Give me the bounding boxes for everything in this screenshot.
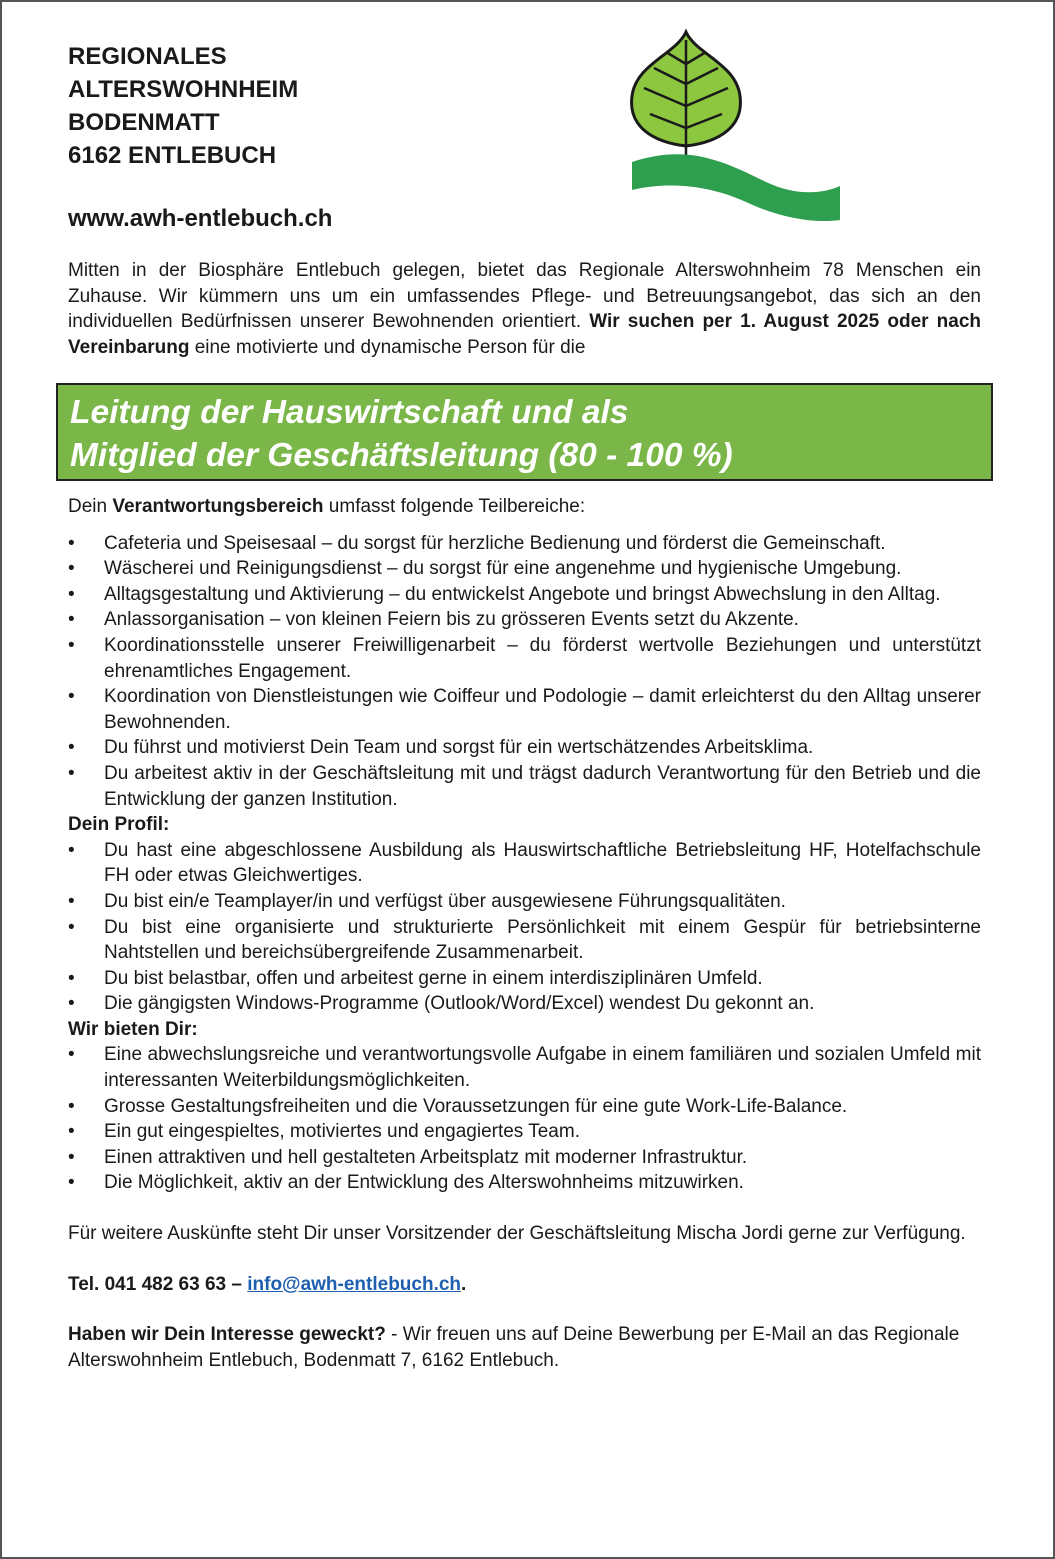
list-item: • Die Möglichkeit, aktiv an der Entwicklung des Alterswohnheims mitzuwirken. [68, 1170, 981, 1196]
closing-bold: Haben wir Dein Interesse geweckt? [68, 1324, 386, 1346]
list-item: • Du arbeitest aktiv in der Geschäftsleitung mit und trägst dadurch Verantwortung für den Betrieb und die Entwicklung der ganzen Institution. [68, 761, 981, 812]
responsibility-list [68, 531, 981, 813]
leaf-logo-icon [626, 24, 842, 224]
list-item: • Grosse Gestaltungsfreiheiten und die Voraussetzungen für eine gute Work-Life-Balance. [68, 1094, 981, 1120]
intro-text-end: eine motivierte und dynamische Person für die [189, 336, 586, 358]
intro-date-text: Wir suchen per 1. August 2025 oder nach Vereinbarung [68, 311, 981, 358]
list-item: • Du bist eine organisierte und strukturierte Persönlichkeit mit einem Gespür für betriebsinterne Nahtstellen und bereichsübergreifende Zusammenarbeit. [68, 915, 981, 966]
job-details [68, 494, 981, 1373]
info-paragraph: Für weitere Auskünfte steht Dir unser Vorsitzender der Geschäftsleitung Mischa Jordi gerne zur Verfügung. [68, 1223, 966, 1245]
list-item: • Ein gut eingespieltes, motiviertes und engagiertes Team. [68, 1119, 981, 1145]
intro-text: Mitten in der Biosphäre Entlebuch gelegen, bietet das Regionale Alterswohnheim 78 Menschen ein Zuhause. Wir kümmern uns um ein umfassendes Pflege- und Betreuungsangebot, das sich an den individuellen Bedürfnissen unserer Bewohnenden orientiert. [68, 260, 981, 333]
profile-heading: Dein Profil: [68, 814, 170, 836]
org-line: 6162 ENTLEBUCH [68, 142, 277, 169]
list-item: • Cafeteria und Speisesaal – du sorgst für herzliche Bedienung und förderst die Gemeinschaft. [68, 531, 981, 557]
list-item: • Du hast eine abgeschlossene Ausbildung als Hauswirtschaftliche Betriebsleitung HF, Hotelfachschule FH oder etwas Gleichwertiges. [68, 838, 981, 889]
website-url[interactable]: www.awh-entlebuch.ch [68, 205, 333, 232]
list-item: • Alltagsgestaltung und Aktivierung – du entwickelst Angebote und bringst Abwechslung in den Alltag. [68, 582, 981, 608]
org-line: BODENMATT [68, 109, 220, 136]
organization-name [68, 40, 298, 172]
contact-end: . [461, 1273, 467, 1295]
list-item: • Einen attraktiven und hell gestalteten Arbeitsplatz mit moderner Infrastruktur. [68, 1145, 981, 1171]
offer-heading: Wir bieten Dir: [68, 1018, 198, 1040]
list-item: • Wäscherei und Reinigungsdienst – du sorgst für eine angenehme und hygienische Umgebung. [68, 556, 981, 582]
list-item: • Du bist ein/e Teamplayer/in und verfügst über ausgewiesene Führungsqualitäten. [68, 889, 981, 915]
offer-list [68, 1042, 981, 1196]
wave-shape [632, 154, 840, 221]
job-title-banner [56, 383, 993, 481]
phone-number: Tel. 041 482 63 63 – [68, 1273, 248, 1295]
closing-text: - Wir freuen uns auf Deine Bewerbung per E-Mail an das Regionale Alterswohnheim Entlebuch, Bodenmatt 7, 6162 Entlebuch. [68, 1324, 960, 1371]
email-link[interactable]: info@awh-entlebuch.ch [247, 1273, 462, 1295]
list-item: • Du führst und motivierst Dein Team und sorgst für ein wertschätzendes Arbeitsklima. [68, 735, 981, 761]
list-item: • Koordinationsstelle unserer Freiwilligenarbeit – du förderst wertvolle Beziehungen und unterstützt ehrenamtliches Engagement. [68, 633, 981, 684]
list-item: • Du bist belastbar, offen und arbeitest gerne in einem interdisziplinären Umfeld. [68, 966, 981, 992]
intro-paragraph [68, 258, 981, 360]
contact-line [68, 1272, 981, 1298]
lead-bold: Verantwortungsbereich [112, 496, 324, 517]
job-title-line-1: Leitung der Hauswirtschaft und als [70, 394, 629, 431]
closing-paragraph [68, 1322, 981, 1373]
responsibility-lead [68, 494, 981, 520]
profile-list [68, 838, 981, 1017]
list-item: • Die gängigsten Windows-Programme (Outlook/Word/Excel) wendest Du gekonnt an. [68, 991, 981, 1017]
job-title-line-2: Mitglied der Geschäftsleitung (80 - 100 %) [70, 437, 733, 474]
list-item: • Anlassorganisation – von kleinen Feiern bis zu grösseren Events setzt du Akzente. [68, 607, 981, 633]
lead-text-end: umfasst folgende Teilbereiche: [323, 496, 586, 517]
list-item: • Eine abwechslungsreiche und verantwortungsvolle Aufgabe in einem familiären und sozialen Umfeld mit interessanten Weiterbildungsmöglichkeiten. [68, 1042, 981, 1093]
list-item: • Koordination von Dienstleistungen wie Coiffeur und Podologie – damit erleichterst du den Alltag unserer Bewohnenden. [68, 684, 981, 735]
lead-text: Dein [68, 496, 113, 517]
org-line: REGIONALES [68, 43, 227, 70]
org-line: ALTERSWOHNHEIM [68, 76, 299, 103]
